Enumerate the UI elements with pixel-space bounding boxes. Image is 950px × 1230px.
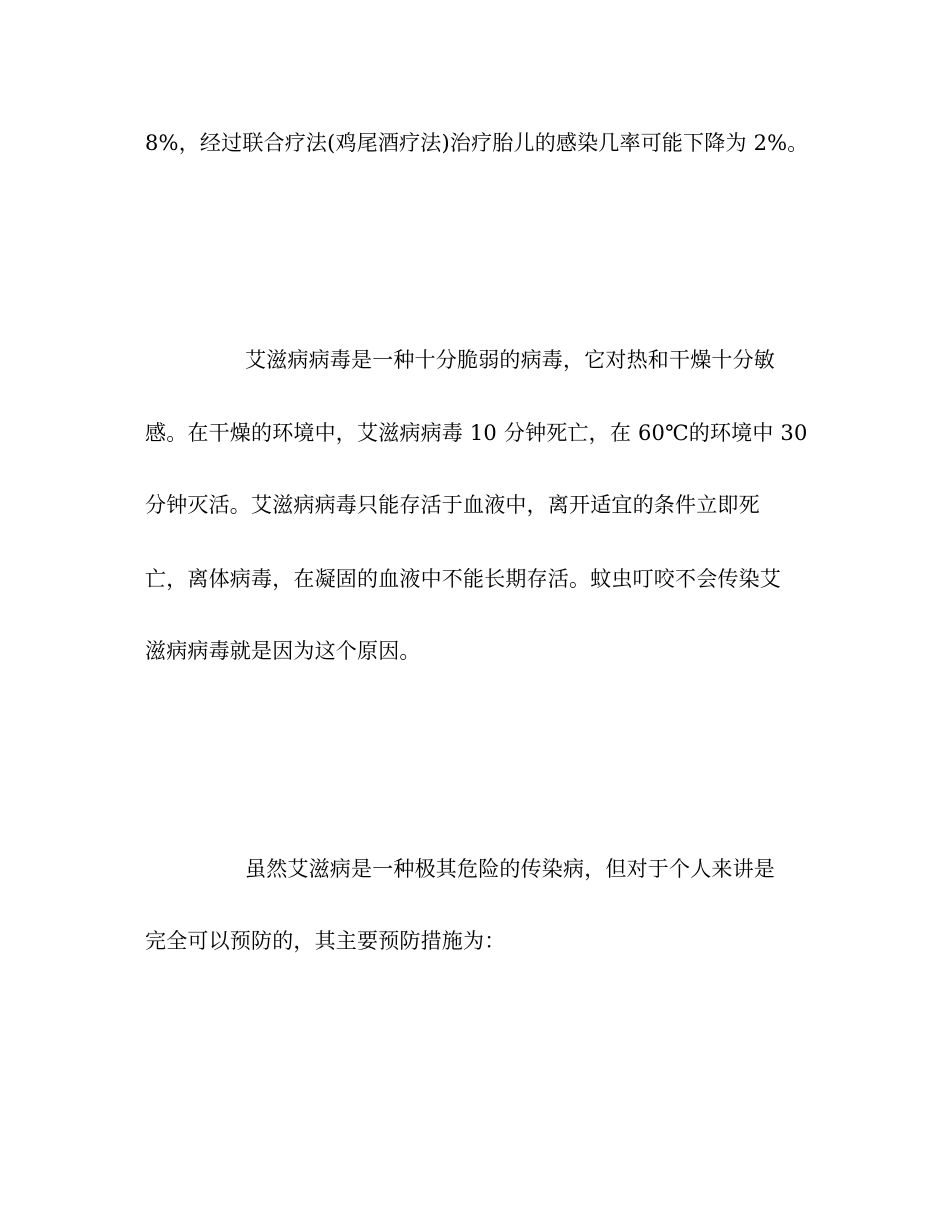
paragraph-2-line-1: 艾滋病病毒是一种十分脆弱的病毒，它对热和干燥十分敏 [245, 348, 775, 372]
paragraph-2-line-5: 滋病病毒就是因为这个原因。 [145, 639, 421, 663]
paragraph-2-line-4: 亡，离体病毒，在凝固的血液中不能长期存活。蚊虫叮咬不会传染艾 [145, 567, 781, 591]
paragraph-1-line-1: 8%，经过联合疗法(鸡尾酒疗法)治疗胎儿的感染几率可能下降为 2%。 [145, 131, 809, 155]
paragraph-3-line-1: 虽然艾滋病是一种极其危险的传染病，但对于个人来讲是 [245, 857, 775, 881]
paragraph-2-line-2: 感。在干燥的环境中，艾滋病病毒 10 分钟死亡，在 60℃的环境中 30 [145, 421, 808, 445]
paragraph-2-line-3: 分钟灭活。艾滋病病毒只能存活于血液中，离开适宜的条件立即死 [145, 493, 760, 517]
paragraph-3-line-2: 完全可以预防的，其主要预防措施为： [145, 929, 506, 953]
